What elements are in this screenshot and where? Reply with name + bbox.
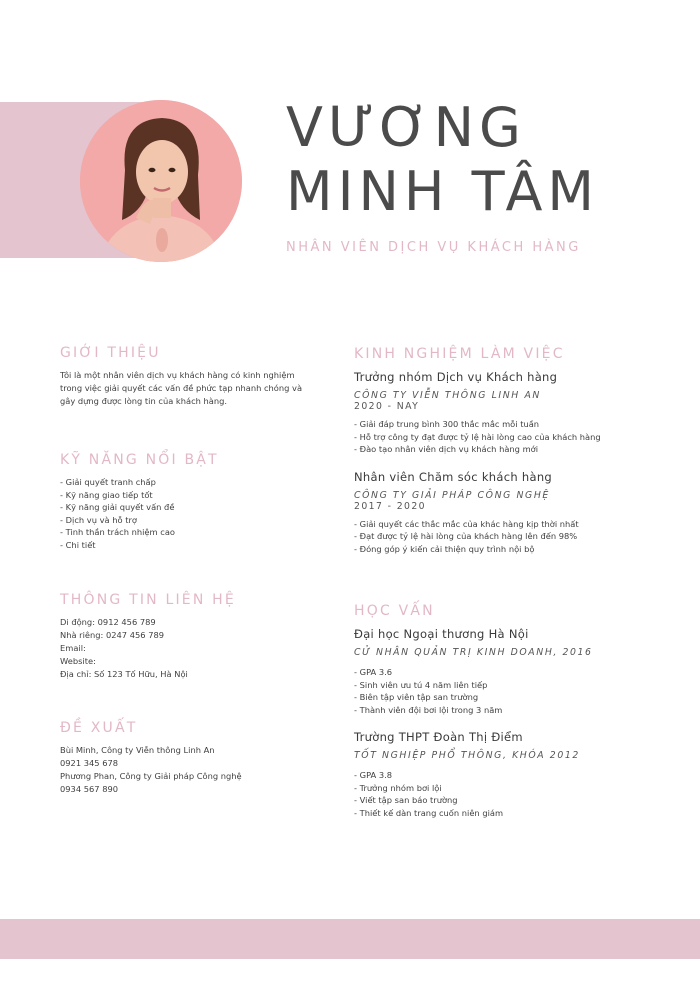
name-line-2: MINH TÂM — [286, 160, 600, 223]
skills-heading: KỸ NĂNG NỔI BẬT — [60, 452, 219, 468]
school-bullets — [354, 666, 654, 716]
contact-line: Di động: 0912 456 789 — [60, 617, 156, 627]
intro-text: Tôi là một nhân viên dịch vụ khách hàng có kinh nghiệm trong việc giải quyết các vấn đề phức tạp nhanh chóng và gây dựng được lòng tin của khách hàng. — [60, 370, 303, 406]
list-item: - Đạt được tỷ lệ hài lòng của khách hàng lên đến 98% — [354, 530, 654, 543]
candidate-name — [286, 96, 599, 224]
list-item: - Giải quyết các thắc mắc của khác hàng kịp thời nhất — [354, 518, 654, 531]
list-item: - Thiết kế dàn trang cuốn niên giám — [354, 807, 654, 820]
list-item: - Đào tạo nhân viên dịch vụ khách hàng mới — [354, 443, 654, 456]
job-title: NHÂN VIÊN DỊCH VỤ KHÁCH HÀNG — [286, 240, 581, 255]
intro-heading: GIỚI THIỆU — [60, 345, 161, 361]
contact-section — [60, 592, 310, 681]
list-item: - Kỹ năng giao tiếp tốt — [60, 489, 310, 502]
school-entry — [354, 627, 654, 716]
job-title: Trưởng nhóm Dịch vụ Khách hàng — [354, 370, 558, 384]
job-bullets — [354, 518, 654, 556]
list-item: - Trưởng nhóm bơi lội — [354, 782, 654, 795]
list-item: - Tinh thần trách nhiệm cao — [60, 526, 310, 539]
list-item: - Chi tiết — [60, 539, 310, 552]
school-entry — [354, 730, 654, 819]
contact-line: Website: — [60, 656, 96, 666]
skills-list — [60, 476, 310, 551]
contact-line: Địa chỉ: Số 123 Tố Hữu, Hà Nội — [60, 669, 188, 679]
contact-line: Nhà riêng: 0247 456 789 — [60, 630, 165, 640]
contact-heading: THÔNG TIN LIÊN HỆ — [60, 592, 236, 608]
skills-section — [60, 452, 310, 551]
list-item: - Dịch vụ và hỗ trợ — [60, 514, 310, 527]
school-name: Trường THPT Đoàn Thị Điểm — [354, 730, 523, 744]
reference-line: Phương Phan, Công ty Giải pháp Công nghệ — [60, 771, 242, 781]
experience-heading: KINH NGHIỆM LÀM VIỆC — [354, 346, 565, 362]
contact-line: Email: — [60, 643, 86, 653]
list-item: - GPA 3.8 — [354, 769, 654, 782]
list-item: - Biên tập viên tập san trường — [354, 691, 654, 704]
reference-line: 0921 345 678 — [60, 758, 119, 768]
job-entry — [354, 470, 654, 556]
references-section — [60, 720, 310, 796]
job-entry — [354, 370, 654, 456]
reference-line: 0934 567 890 — [60, 784, 119, 794]
list-item: - Kỹ năng giải quyết vấn đề — [60, 501, 310, 514]
list-item: - Sinh viên ưu tú 4 năm liên tiếp — [354, 679, 654, 692]
list-item: - Giải quyết tranh chấp — [60, 476, 310, 489]
school-degree: CỬ NHÂN QUẢN TRỊ KINH DOANH, 2016 — [354, 647, 593, 658]
job-years: 2017 - 2020 — [354, 500, 426, 512]
experience-section — [354, 346, 654, 555]
job-title: Nhân viên Chăm sóc khách hàng — [354, 469, 553, 484]
name-line-1: VƯƠNG — [286, 96, 526, 159]
footer-accent-band — [0, 919, 700, 959]
education-heading: HỌC VẤN — [354, 603, 435, 619]
list-item: - Đóng góp ý kiến cải thiện quy trình nội bộ — [354, 543, 654, 556]
job-bullets — [354, 418, 654, 456]
list-item: - Giải đáp trung bình 300 thắc mắc mỗi tuần — [354, 418, 654, 431]
job-years: 2020 - NAY — [354, 401, 420, 412]
reference-line: Bùi Minh, Công ty Viễn thông Linh An — [60, 745, 215, 755]
school-degree: TỐT NGHIỆP PHỔ THÔNG, KHÓA 2012 — [354, 750, 580, 761]
job-company: CÔNG TY GIẢI PHÁP CÔNG NGHỆ — [354, 489, 550, 501]
education-section — [354, 603, 654, 819]
list-item: - Hỗ trợ công ty đạt được tỷ lệ hài lòng cao của khách hàng — [354, 431, 654, 444]
list-item: - Thành viên đội bơi lội trong 3 năm — [354, 704, 654, 717]
references-heading: ĐỀ XUẤT — [60, 720, 138, 736]
list-item: - Viết tập san báo trường — [354, 794, 654, 807]
job-company: CÔNG TY VIỄN THÔNG LINH AN — [354, 390, 541, 401]
school-bullets — [354, 769, 654, 819]
intro-section — [60, 345, 310, 408]
profile-photo — [80, 100, 242, 262]
list-item: - GPA 3.6 — [354, 666, 654, 679]
school-name: Đại học Ngoại thương Hà Nội — [354, 627, 529, 641]
